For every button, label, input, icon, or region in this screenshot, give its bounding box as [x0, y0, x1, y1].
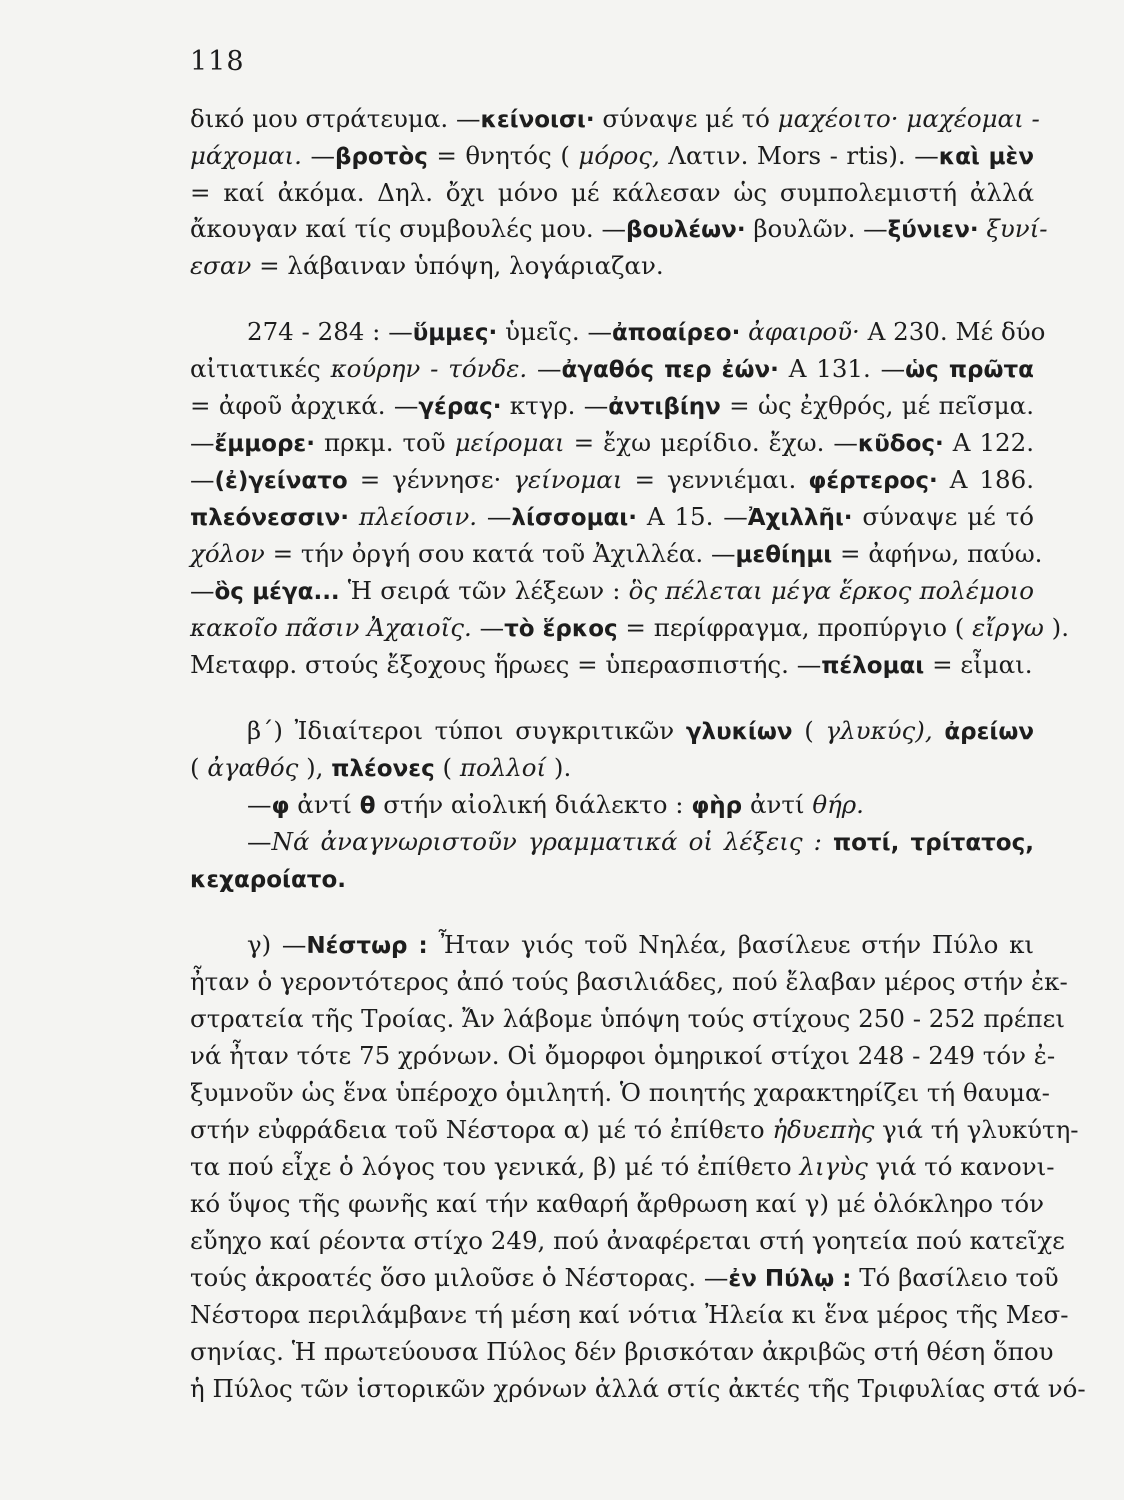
- text-span: —: [190, 576, 215, 605]
- text-line: [247, 716, 1034, 747]
- text-line: [190, 428, 1034, 459]
- bold-term: μεθίημι: [735, 542, 833, 568]
- text-span: (: [190, 753, 208, 782]
- text-line: [247, 790, 1034, 821]
- italic-term: ξυνί-: [986, 214, 1048, 243]
- text-span: = ὡς ἐχθρός, μέ πεῖσμα.: [720, 391, 1034, 420]
- text-line: [190, 864, 1034, 895]
- text-span: Α 131. —: [778, 354, 906, 383]
- italic-term: κακοῖο πᾶσιν Ἀχαιοῖς.: [190, 613, 472, 642]
- italic-term: μαχέομαι -: [906, 104, 1040, 133]
- text-span: [740, 317, 748, 346]
- text-line: [190, 1115, 1079, 1145]
- text-line: [190, 502, 1034, 533]
- bold-term: φὴρ: [691, 793, 743, 819]
- text-line: [190, 214, 1048, 245]
- text-line: [190, 1189, 1044, 1219]
- bold-term: γέρας·: [418, 394, 502, 420]
- text-span: βουλῶν. —: [745, 214, 888, 243]
- text-span: σύναψε μέ τό: [852, 502, 1034, 531]
- text-line: [190, 1152, 1055, 1182]
- text-span: Α 122.: [943, 428, 1034, 457]
- italic-term: γλυκύς),: [825, 716, 933, 745]
- bold-term: βουλέων·: [626, 217, 746, 243]
- text-line: [190, 1041, 1056, 1071]
- text-span: —: [247, 790, 272, 819]
- text-line: [247, 317, 1046, 348]
- italic-term: ἡδυεπὴς: [772, 1115, 875, 1144]
- text-span: Α 230. Μέ δύο: [859, 317, 1046, 346]
- text-span: = ἀφοῦ ἀρχικά. —: [190, 391, 419, 420]
- text-line: [190, 1078, 1050, 1108]
- text-span: Νέστορα περιλάμβανε τή μέση καί νότια Ἠλεία κι ἕνα μέρος τῆς Μεσ-: [190, 1300, 1069, 1329]
- text-line: [190, 576, 1034, 607]
- italic-term: ὃς πέλεται μέγα ἕρκος πολέμοιο: [628, 576, 1034, 605]
- bold-term: πλεόνεσσιν·: [190, 505, 350, 531]
- italic-term: Νά ἀναγνωριστοῦν γραμματικά οἱ λέξεις :: [271, 827, 822, 856]
- text-line: [190, 391, 1034, 422]
- text-span: —: [527, 354, 562, 383]
- page-number: 118: [190, 46, 245, 77]
- italic-term: εσαν: [190, 251, 252, 280]
- text-span: ).: [1043, 613, 1070, 642]
- bold-term: ποτί, τρίτατος,: [832, 830, 1034, 856]
- text-line: [190, 1337, 1054, 1367]
- text-line: [190, 1004, 1065, 1034]
- bold-term: (ἐ)γείνατο: [214, 468, 348, 494]
- italic-term: γείνομαι: [513, 465, 623, 494]
- bold-term: ἀποαίρεο·: [611, 320, 741, 346]
- text-span: γ) —: [247, 930, 307, 959]
- text-span: [933, 716, 945, 745]
- text-line: [190, 1263, 1059, 1294]
- bold-term: ὡς πρῶτα: [905, 357, 1034, 383]
- italic-term: κούρην - τόνδε.: [330, 354, 528, 383]
- text-span: —: [471, 613, 505, 642]
- bold-term: θ: [359, 793, 376, 819]
- text-span: β΄) Ἰδιαίτεροι τύποι συγκριτικῶν: [247, 716, 686, 745]
- text-line: [190, 967, 1068, 997]
- italic-term: μάχομαι.: [190, 141, 302, 170]
- bold-term: φέρτερος·: [808, 468, 938, 494]
- bold-term: Ἀχιλλῆι·: [747, 505, 853, 531]
- bold-term: τὸ ἕρκος: [504, 616, 618, 642]
- text-line: [190, 1300, 1069, 1330]
- text-span: ἦταν ὁ γεροντότερος ἀπό τούς βασιλιάδες, πού ἔλαβαν μέρος στήν ἐκ-: [190, 967, 1068, 996]
- bold-term: κείνοισι·: [480, 107, 595, 133]
- text-span: τούς ἀκροατές ὅσο μιλοῦσε ὁ Νέστορας. —: [190, 1263, 729, 1292]
- text-span: 274 - 284 : —: [247, 317, 413, 346]
- text-span: (: [434, 753, 460, 782]
- bold-term: κεχαροίατο.: [190, 867, 347, 893]
- italic-term: εἴργω: [972, 613, 1044, 642]
- text-line: [247, 930, 1034, 961]
- bold-term: ξύνιεν·: [887, 217, 979, 243]
- text-span: [349, 502, 359, 531]
- text-span: Ἦταν γιός τοῦ Νηλέα, βασίλευε στήν Πύλο κι: [427, 930, 1034, 959]
- bold-term: πέλομαι: [821, 653, 925, 679]
- text-span: γιά τό κανονι-: [867, 1152, 1055, 1181]
- italic-term: ἀφαιροῦ·: [748, 317, 860, 346]
- text-span: Λατιν. Mors - rtis). —: [659, 141, 939, 170]
- bold-term: ἀντιβίην: [608, 394, 721, 420]
- text-line: [190, 613, 1070, 644]
- text-span: πρκμ. τοῦ: [314, 428, 455, 457]
- bold-term: γλυκίων: [685, 719, 793, 745]
- text-line: [190, 1374, 1086, 1404]
- text-span: ),: [298, 753, 332, 782]
- text-span: Α 186.: [937, 465, 1034, 494]
- text-span: κτγρ. —: [501, 391, 609, 420]
- bold-term: ἀρείων: [944, 719, 1034, 745]
- italic-term: θήρ.: [812, 790, 864, 819]
- text-line: [190, 753, 1034, 784]
- text-line: [190, 465, 1034, 496]
- bold-term: Νέστωρ :: [306, 933, 428, 959]
- italic-term: ἀγαθός: [207, 753, 299, 782]
- text-span: = τήν ὀργή σου κατά τοῦ Ἀχιλλέα. —: [264, 539, 736, 568]
- italic-term: πλείοσιν.: [358, 502, 478, 531]
- text-span: νά ἦταν τότε 75 χρόνων. Οἱ ὄμορφοι ὁμηρικοί στίχοι 248 - 249 τόν ἐ-: [190, 1041, 1056, 1070]
- italic-term: πολλοί: [459, 753, 547, 782]
- text-span: ἀντί: [742, 790, 813, 819]
- text-span: = λάβαιναν ὑπόψη, λογάριαζαν.: [251, 251, 664, 280]
- text-span: κό ὕψος τῆς φωνῆς καί τήν καθαρή ἄρθρωση καί γ) μέ ὁλόκληρο τόν: [190, 1189, 1044, 1218]
- text-span: αἰτιατικές: [190, 354, 331, 383]
- text-span: στρατεία τῆς Τροίας. Ἄν λάβομε ὑπόψη τούς στίχους 250 - 252 πρέπει: [190, 1004, 1065, 1033]
- text-span: —: [190, 428, 215, 457]
- text-line: [190, 178, 1034, 208]
- text-line: [190, 1226, 1065, 1256]
- text-span: σηνίας. Ἡ πρωτεύουσα Πύλος δέν βρισκόταν ἀκριβῶς στή θέση ὅπου: [190, 1337, 1054, 1366]
- text-span: ἀντί: [289, 790, 360, 819]
- italic-term: χόλον: [190, 539, 265, 568]
- text-span: ὑμεῖς. —: [497, 317, 612, 346]
- bold-term: λίσσομαι·: [511, 505, 637, 531]
- text-span: (: [792, 716, 826, 745]
- bold-term: πλέονες: [331, 756, 435, 782]
- text-span: σύναψε μέ τό: [594, 104, 778, 133]
- text-span: γιά τή γλυκύτη-: [874, 1115, 1079, 1144]
- text-span: στήν εὐφράδεια τοῦ Νέστορα α) μέ τό ἐπίθετο: [190, 1115, 773, 1144]
- italic-term: μόρος,: [578, 141, 660, 170]
- text-span: τα πού εἶχε ὁ λόγος του γενικά, β) μέ τό ἐπίθετο: [190, 1152, 800, 1181]
- text-span: = γέννησε·: [347, 465, 514, 494]
- text-line: [190, 251, 1034, 281]
- text-line: [247, 827, 1034, 858]
- bold-term: ἐν Πύλῳ :: [728, 1266, 852, 1292]
- text-span: Α 15. —: [637, 502, 748, 531]
- bold-term: ἀγαθός περ ἐών·: [561, 357, 779, 383]
- italic-term: μαχέοιτο·: [777, 104, 899, 133]
- bold-term: φ: [271, 793, 290, 819]
- bold-term: καὶ μὲν: [938, 144, 1035, 170]
- text-span: Μεταφρ. στούς ἔξοχους ἥρωες = ὑπερασπιστής. —: [190, 650, 822, 679]
- italic-term: μείρομαι: [454, 428, 565, 457]
- bold-term: βροτὸς: [334, 144, 428, 170]
- text-span: —: [247, 827, 272, 856]
- text-span: ἡ Πύλος τῶν ἱστορικῶν χρόνων ἀλλά στίς ἀκτές τῆς Τριφυλίας στά νό-: [190, 1374, 1086, 1403]
- text-line: [190, 539, 1043, 570]
- text-span: = καί ἀκόμα. Δηλ. ὄχι μόνο μέ κάλεσαν ὡς συμπολεμιστή ἀλλά: [190, 178, 1034, 207]
- text-span: ἄκουγαν καί τίς συμβουλές μου. —: [190, 214, 627, 243]
- text-span: —: [477, 502, 512, 531]
- italic-term: λιγὺς: [799, 1152, 868, 1181]
- text-span: —: [301, 141, 335, 170]
- text-line: [190, 104, 1040, 135]
- text-span: = ἔχω μερίδιο. ἔχω. —: [564, 428, 858, 457]
- text-span: = εἶμαι.: [924, 650, 1033, 679]
- bold-term: ὕμμες·: [412, 320, 498, 346]
- text-span: = περίφραγμα, προπύργιο (: [617, 613, 973, 642]
- text-span: ).: [546, 753, 572, 782]
- text-span: στήν αἰολική διάλεκτο :: [375, 790, 692, 819]
- text-span: = γεννιέμαι.: [622, 465, 809, 494]
- text-span: εὔηχο καί ρέοντα στίχο 249, πού ἀναφέρεται στή γοητεία πού κατεῖχε: [190, 1226, 1065, 1255]
- bold-term: ἔμμορε·: [214, 431, 315, 457]
- text-line: [190, 354, 1034, 385]
- text-line: [190, 141, 1034, 172]
- text-span: Ἡ σειρά τῶν λέξεων :: [339, 576, 629, 605]
- bold-term: ὃς μέγα...: [214, 579, 340, 605]
- text-span: δικό μου στράτευμα. —: [190, 104, 481, 133]
- text-span: = ἀφήνω, παύω.: [832, 539, 1043, 568]
- text-span: [822, 827, 833, 856]
- text-span: Τό βασίλειο τοῦ: [851, 1263, 1059, 1292]
- bold-term: κῦδος·: [857, 431, 944, 457]
- text-span: = θνητός (: [427, 141, 579, 170]
- text-line: [190, 650, 1034, 681]
- text-span: ξυμνοῦν ὡς ἕνα ὑπέροχο ὁμιλητή. Ὁ ποιητής χαρακτηρίζει τή θαυμα-: [190, 1078, 1050, 1107]
- text-span: —: [190, 465, 215, 494]
